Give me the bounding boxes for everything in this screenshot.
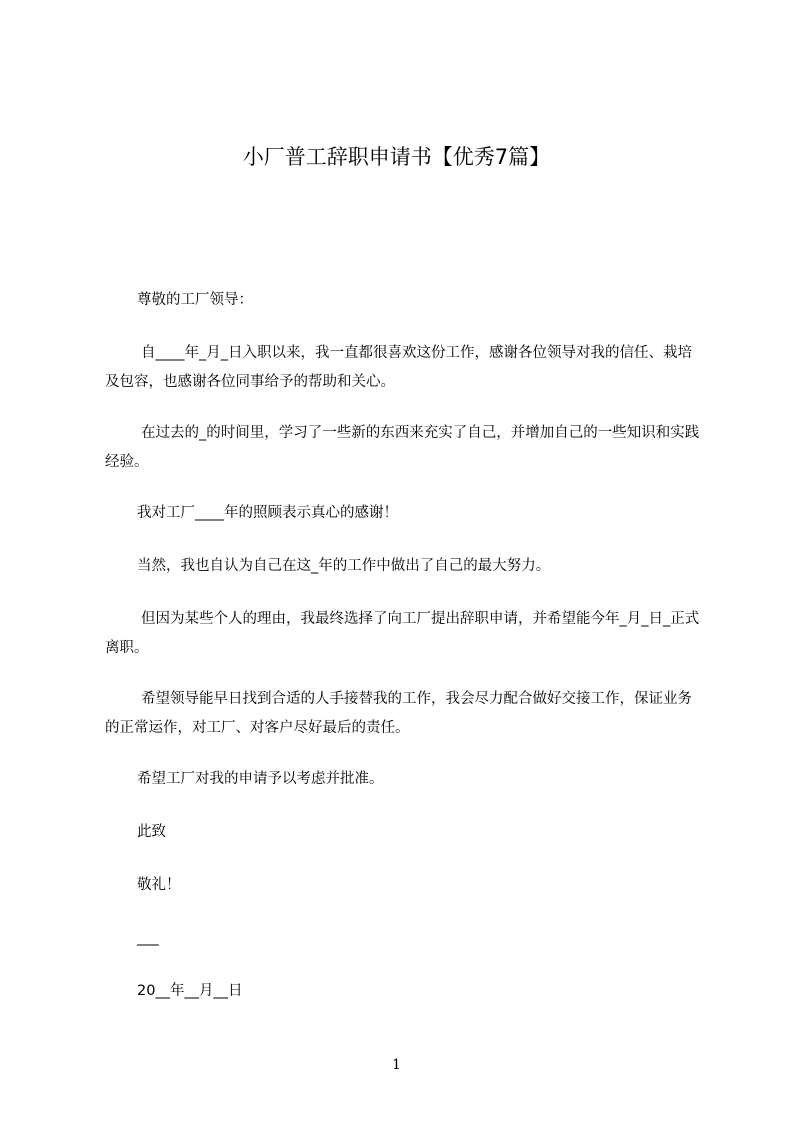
closing-line-2: 敬礼！ [137, 877, 181, 893]
closing-line-1: 此致 [137, 824, 166, 840]
paragraph-3: 我对工厂____年的照顾表示真心的感谢！ [137, 505, 398, 521]
page-number: 1 [392, 1057, 401, 1073]
paragraph-2: 在过去的_的时间里，学习了一些新的东西来充实了自己，并增加自己的一些知识和实践经验。 [105, 425, 700, 470]
paragraph-6: 希望领导能早日找到合适的人手接替我的工作，我会尽力配合做好交接工作，保证业务的正常运作，对工厂、对客户尽好最后的责任。 [105, 691, 692, 736]
date-line: 20__年__月__日 [137, 983, 243, 999]
signature-line: ___ [137, 930, 159, 946]
paragraph-1: 自____年_月_日入职以来，我一直都很喜欢这份工作，感谢各位领导对我的信任、栽培及包容，也感谢各位同事给予的帮助和关心。 [105, 345, 692, 390]
paragraph-4: 当然，我也自认为自己在这_年的工作中做出了自己的最大努力。 [137, 558, 551, 574]
paragraph-5: 但因为某些个人的理由，我最终选择了向工厂提出辞职申请，并希望能今年_月_日_正式离职。 [105, 611, 700, 656]
document-title: 小厂普工辞职申请书【优秀7篇】 [242, 145, 551, 169]
paragraph-7: 希望工厂对我的申请予以考虑并批准。 [137, 771, 384, 787]
salutation: 尊敬的工厂领导： [137, 292, 253, 308]
